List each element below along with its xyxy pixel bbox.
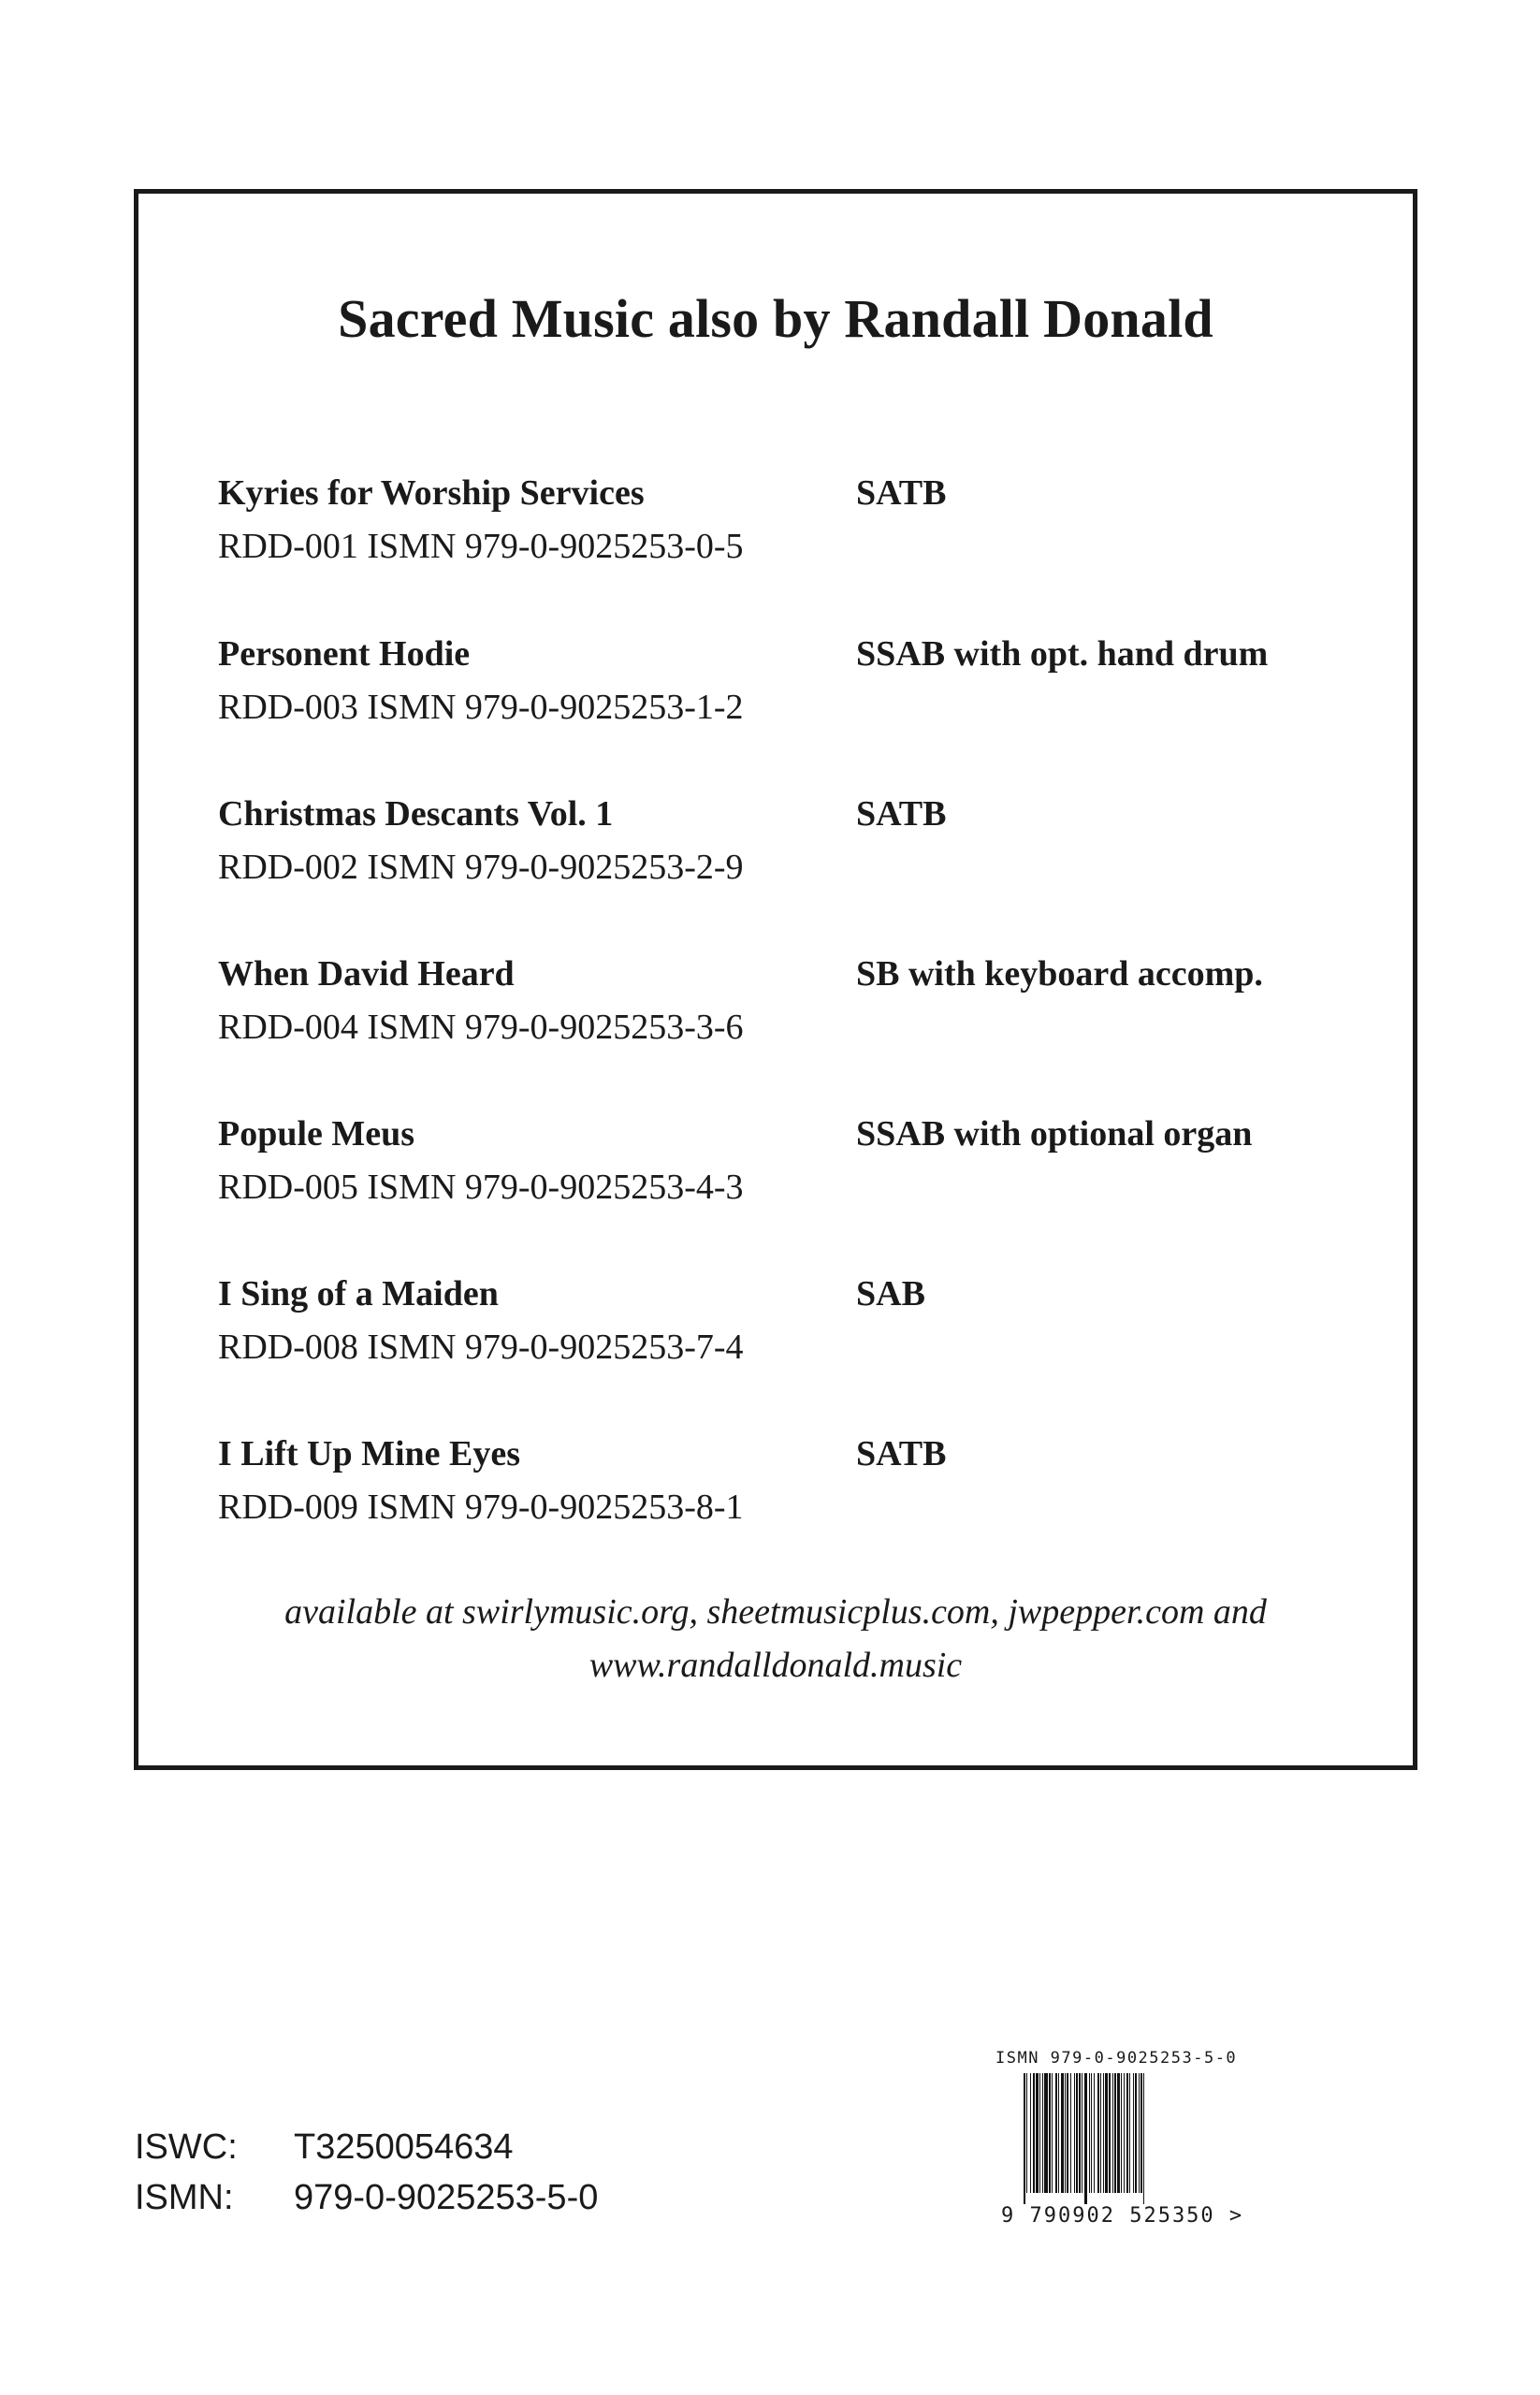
barcode-bar xyxy=(1133,2073,1134,2193)
barcode-bar xyxy=(1036,2073,1039,2193)
barcode-bar xyxy=(1129,2073,1130,2193)
work-voicing: SSAB with opt. hand drum xyxy=(856,634,1269,674)
barcode-bar xyxy=(1033,2073,1035,2193)
barcode-bar xyxy=(1143,2073,1144,2204)
work-catalog-code: RDD-008 ISMN 979-0-9025253-7-4 xyxy=(218,1328,744,1367)
work-title: Personent Hodie xyxy=(218,634,471,674)
barcode-bar xyxy=(1049,2073,1051,2193)
barcode-ismn-text: ISMN 979-0-9025253-5-0 xyxy=(995,2049,1238,2068)
work-item xyxy=(218,1113,1357,1226)
iswc-value: T3250054634 xyxy=(294,2127,514,2167)
availability-line-1: available at swirlymusic.org, sheetmusicplus.com, jwpepper.com and xyxy=(284,1592,1267,1632)
barcode-bar xyxy=(1097,2073,1099,2193)
work-item xyxy=(218,953,1357,1066)
work-catalog-code: RDD-005 ISMN 979-0-9025253-4-3 xyxy=(218,1168,744,1207)
barcode-bar xyxy=(1024,2073,1025,2204)
work-title: Kyries for Worship Services xyxy=(218,473,645,513)
work-item xyxy=(218,1433,1357,1546)
barcode-bar xyxy=(1042,2073,1043,2193)
barcode-bar xyxy=(1058,2073,1059,2193)
barcode-bar xyxy=(1109,2073,1111,2193)
work-item xyxy=(218,1273,1357,1386)
barcode-bar xyxy=(1103,2073,1104,2193)
work-voicing: SSAB with optional organ xyxy=(856,1114,1253,1154)
work-title: I Lift Up Mine Eyes xyxy=(218,1434,520,1473)
work-item xyxy=(218,472,1357,585)
work-item xyxy=(218,793,1357,906)
work-catalog-code: RDD-004 ISMN 979-0-9025253-3-6 xyxy=(218,1008,744,1047)
work-catalog-code: RDD-001 ISMN 979-0-9025253-0-5 xyxy=(218,527,744,566)
ismn-value: 979-0-9025253-5-0 xyxy=(294,2178,599,2217)
iswc-label: ISWC: xyxy=(135,2127,238,2167)
barcode-bar xyxy=(1030,2073,1031,2193)
barcode-bar xyxy=(1065,2073,1066,2193)
ismn-row xyxy=(135,2172,598,2223)
barcode-bars xyxy=(1024,2073,1254,2204)
barcode-bar xyxy=(1074,2073,1075,2193)
barcode-bar xyxy=(1079,2073,1081,2193)
catalog-frame xyxy=(134,189,1417,1770)
barcode-bar xyxy=(1117,2073,1120,2193)
iswc-row xyxy=(135,2122,598,2172)
publication-identifiers xyxy=(135,2122,598,2223)
barcode-bar xyxy=(1112,2073,1113,2193)
work-voicing: SATB xyxy=(856,794,947,834)
availability-note xyxy=(138,1586,1413,1692)
work-catalog-code: RDD-002 ISMN 979-0-9025253-2-9 xyxy=(218,848,744,887)
barcode xyxy=(995,2049,1276,2236)
page-title: Sacred Music also by Randall Donald xyxy=(338,288,1213,349)
barcode-bar xyxy=(1094,2073,1095,2193)
work-title: Popule Meus xyxy=(218,1114,415,1154)
barcode-bar xyxy=(1089,2073,1090,2193)
work-voicing: SATB xyxy=(856,473,947,513)
barcode-bar xyxy=(1114,2073,1116,2193)
work-voicing: SAB xyxy=(856,1274,925,1314)
work-voicing: SB with keyboard accomp. xyxy=(856,954,1263,994)
availability-line-2: www.randalldonald.music xyxy=(588,1646,963,1685)
barcode-bar xyxy=(1121,2073,1122,2193)
barcode-bar xyxy=(1026,2073,1027,2193)
barcode-bar xyxy=(1105,2073,1108,2193)
barcode-bar xyxy=(1100,2073,1101,2193)
work-title: I Sing of a Maiden xyxy=(218,1274,499,1314)
barcode-digits: 9 790902 525350 > xyxy=(1001,2204,1244,2228)
work-catalog-code: RDD-009 ISMN 979-0-9025253-8-1 xyxy=(218,1488,744,1527)
barcode-bar xyxy=(1044,2073,1048,2193)
barcode-bar xyxy=(1039,2073,1040,2193)
barcode-bar xyxy=(1139,2073,1140,2193)
barcode-bar xyxy=(1124,2073,1125,2193)
barcode-bar xyxy=(1052,2073,1053,2193)
barcode-bar xyxy=(1067,2073,1068,2193)
barcode-bar xyxy=(1055,2073,1057,2193)
barcode-bar xyxy=(1076,2073,1078,2193)
barcode-bar xyxy=(1061,2073,1064,2193)
barcode-bar xyxy=(1126,2073,1128,2193)
barcode-bar xyxy=(1084,2073,1087,2204)
barcode-bar xyxy=(1140,2073,1142,2193)
work-catalog-code: RDD-003 ISMN 979-0-9025253-1-2 xyxy=(218,688,744,727)
barcode-bar xyxy=(1091,2073,1092,2193)
work-voicing: SATB xyxy=(856,1434,947,1473)
work-item xyxy=(218,633,1357,746)
ismn-label: ISMN: xyxy=(135,2178,234,2217)
work-title: When David Heard xyxy=(218,954,515,994)
barcode-bar xyxy=(1135,2073,1137,2193)
work-title: Christmas Descants Vol. 1 xyxy=(218,794,614,834)
barcode-bar xyxy=(1070,2073,1071,2193)
